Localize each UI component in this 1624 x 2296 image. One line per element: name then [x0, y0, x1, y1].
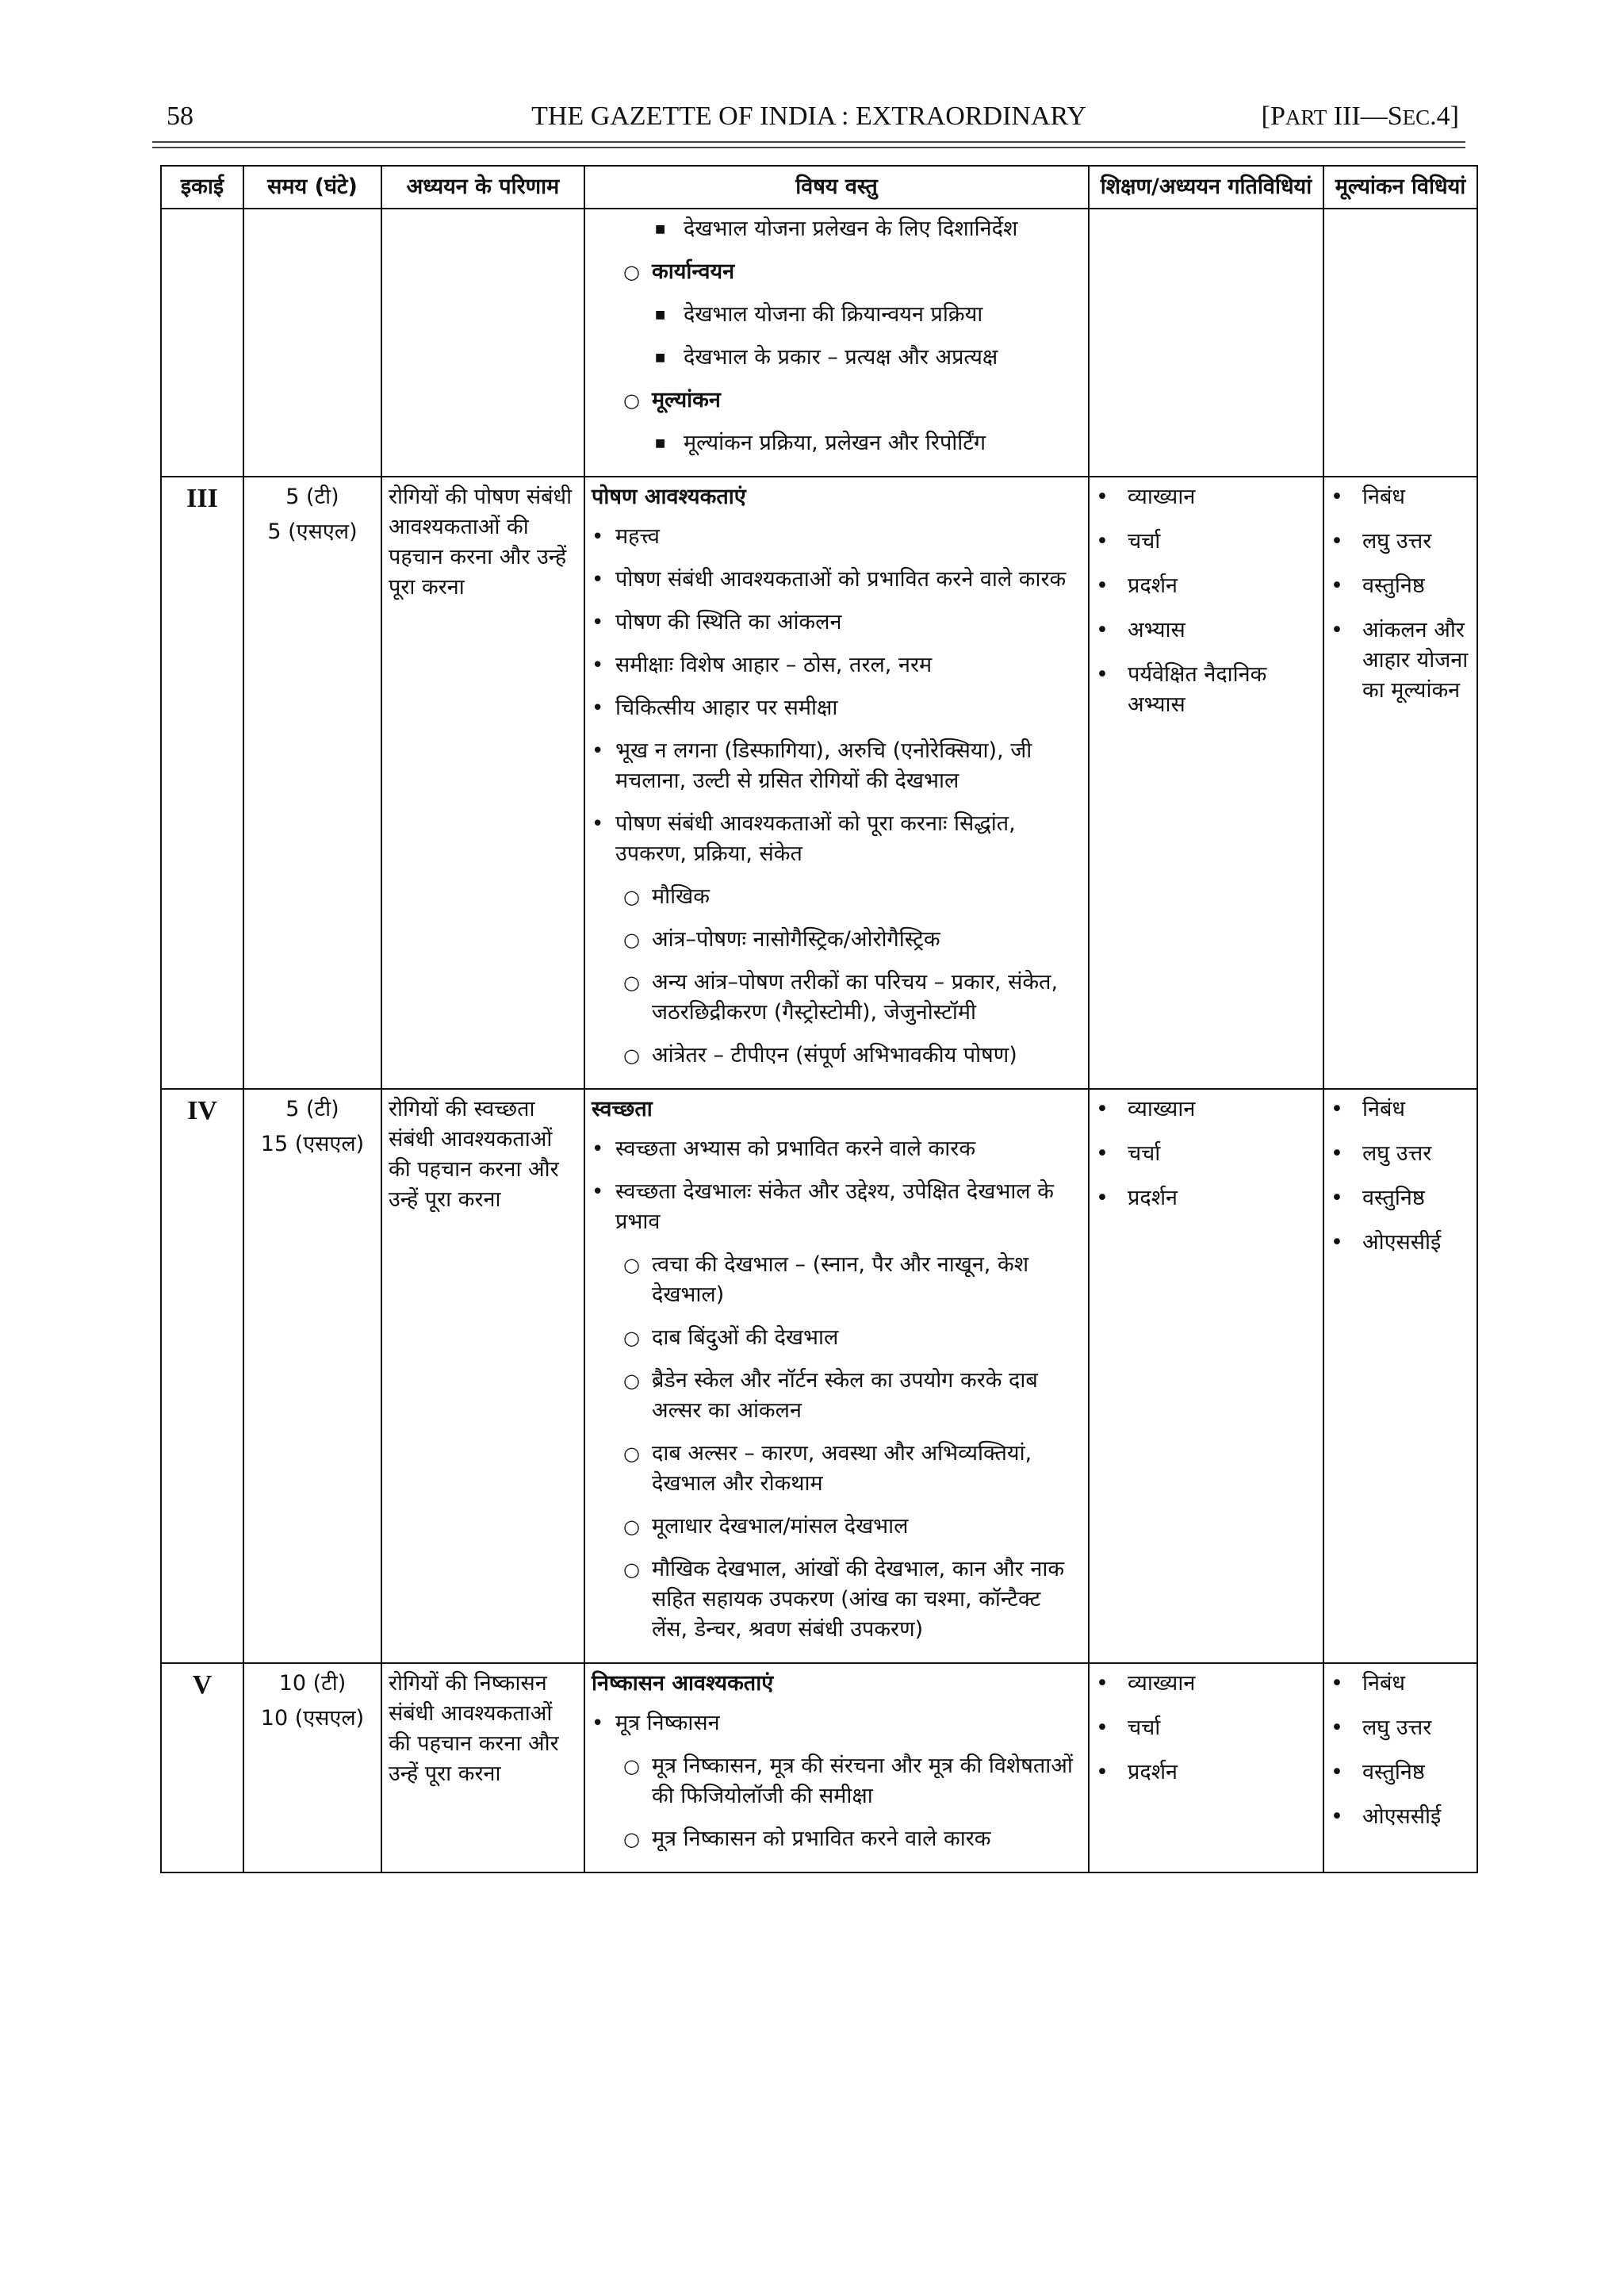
content-item: ○ मूत्र निष्कासन को प्रभावित करने वाले कारक	[623, 1824, 1082, 1854]
header-rule-bottom	[152, 147, 1465, 148]
time-skill-lab: 10 (एसएल)	[260, 1706, 365, 1731]
column-header: अध्ययन के परिणाम	[381, 166, 584, 209]
content-item: ○ मूल्यांकन	[623, 385, 1082, 416]
assessment-list-item: • वस्तुनिष्ठ	[1331, 571, 1470, 601]
table-header-row	[161, 166, 1477, 209]
activity-list	[1096, 482, 1316, 720]
content-item: ■ देखभाल योजना की क्रियान्वयन प्रक्रिया	[655, 300, 1082, 330]
content-item: • स्वच्छता अभ्यास को प्रभावित करने वाले कारक	[592, 1134, 1082, 1164]
content-item: • भूख न लगना (डिस्फागिया), अरुचि (एनोरेक्सिया), जी मचलाना, उल्टी से ग्रसित रोगियों की देखभाल	[592, 736, 1082, 796]
assessment-list	[1331, 482, 1470, 706]
content-item: ■ देखभाल योजना प्रलेखन के लिए दिशानिर्देश	[655, 214, 1082, 244]
activity-list-item: • चर्चा	[1096, 527, 1316, 557]
content-item: ○ अन्य आंत्र–पोषण तरीकों का परिचय – प्रकार, संकेत, जठरछिद्रीकरण (गैस्ट्रोस्टोमी), जेजुनोस्टॉमी	[623, 968, 1082, 1028]
assessment-list-item: • लघु उत्तर	[1331, 1139, 1470, 1169]
assessment-list-item: • ओएससीई	[1331, 1802, 1470, 1832]
content-item: • पोषण संबंधी आवश्यकताओं को प्रभावित करने वाले कारक	[592, 565, 1082, 595]
time-theory: 10 (टी)	[278, 1671, 347, 1696]
activities-cell	[1089, 1663, 1323, 1872]
outcome-cell	[381, 477, 584, 1089]
content-item: ○ दाब अल्सर – कारण, अवस्था और अभिव्यक्तियां, देखभाल और रोकथाम	[623, 1439, 1082, 1499]
unit-number: III	[186, 484, 218, 513]
unit-number: V	[192, 1670, 213, 1700]
activities-cell	[1089, 477, 1323, 1089]
column-header: समय (घंटे)	[243, 166, 381, 209]
outcome-cell	[381, 1089, 584, 1663]
table-cell	[1323, 209, 1477, 477]
assessment-list-item: • निबंध	[1331, 1669, 1470, 1699]
page-header	[159, 94, 1459, 141]
content-item: • चिकित्सीय आहार पर समीक्षा	[592, 693, 1082, 723]
table-cell	[381, 209, 584, 477]
content-list	[592, 214, 1082, 458]
time-theory: 5 (टी)	[285, 1097, 339, 1121]
content-list	[592, 522, 1082, 1071]
content-cell	[584, 1663, 1089, 1872]
content-item: • महत्त्व	[592, 522, 1082, 552]
page-number: 58	[167, 102, 193, 131]
column-header: मूल्यांकन विधियां	[1323, 166, 1477, 209]
unit-cell	[161, 1089, 243, 1663]
assessment-list-item: • निबंध	[1331, 1094, 1470, 1125]
content-item: • स्वच्छता देखभालः संकेत और उद्देश्य, उपेक्षित देखभाल के प्रभाव	[592, 1177, 1082, 1237]
assessment-list-item: • ओएससीई	[1331, 1228, 1470, 1258]
content-item: ○ मौखिक	[623, 882, 1082, 912]
assessment-list	[1331, 1094, 1470, 1258]
assessment-list-item: • लघु उत्तर	[1331, 527, 1470, 557]
learning-outcome: रोगियों की स्वच्छता संबंधी आवश्यकताओं की पहचान करना और उन्हें पूरा करना	[389, 1097, 559, 1212]
content-list	[592, 1708, 1082, 1854]
content-item: ○ मूलाधार देखभाल/मांसल देखभाल	[623, 1512, 1082, 1542]
assessment-list-item: • निबंध	[1331, 482, 1470, 512]
content-cell	[584, 477, 1089, 1089]
activity-list	[1096, 1669, 1316, 1788]
content-item: • मूत्र निष्कासन	[592, 1708, 1082, 1738]
time-skill-lab: 5 (एसएल)	[267, 519, 358, 544]
table-row	[161, 477, 1477, 1089]
content-item: ○ कार्यान्वयन	[623, 257, 1082, 287]
time-cell	[243, 477, 381, 1089]
content-item: ○ दाब बिंदुओं की देखभाल	[623, 1323, 1082, 1353]
activity-list-item: • अभ्यास	[1096, 615, 1316, 646]
part-section-label: [PART III—SEC.4]	[1261, 102, 1459, 131]
assessment-list	[1331, 1669, 1470, 1832]
content-item: • पोषण की स्थिति का आंकलन	[592, 608, 1082, 638]
table-cell	[584, 209, 1089, 477]
activity-list	[1096, 1094, 1316, 1213]
assessment-list-item: • लघु उत्तर	[1331, 1713, 1470, 1743]
table-cell	[161, 209, 243, 477]
assessment-list-item: • वस्तुनिष्ठ	[1331, 1183, 1470, 1213]
content-item: ■ देखभाल के प्रकार – प्रत्यक्ष और अप्रत्यक्ष	[655, 343, 1082, 373]
content-item: ■ मूल्यांकन प्रक्रिया, प्रलेखन और रिपोर्टिंग	[655, 428, 1082, 458]
table-cell	[1089, 209, 1323, 477]
activity-list-item: • प्रदर्शन	[1096, 1183, 1316, 1213]
outcome-cell	[381, 1663, 584, 1872]
activity-list-item: • पर्यवेक्षित नैदानिक अभ्यास	[1096, 660, 1316, 720]
activity-list-item: • व्याख्यान	[1096, 482, 1316, 512]
topic-heading: स्वच्छता	[592, 1097, 653, 1121]
header-rule-top	[152, 141, 1465, 143]
assessment-list-item: • आंकलन और आहार योजना का मूल्यांकन	[1331, 615, 1470, 706]
activity-list-item: • चर्चा	[1096, 1713, 1316, 1743]
activities-cell	[1089, 1089, 1323, 1663]
table-row	[161, 209, 1477, 477]
content-item: • समीक्षाः विशेष आहार – ठोस, तरल, नरम	[592, 650, 1082, 680]
gazette-title: THE GAZETTE OF INDIA : EXTRAORDINARY	[531, 102, 1086, 131]
topic-heading: पोषण आवश्यकताएं	[592, 485, 746, 509]
content-item: ○ ब्रैडेन स्केल और नॉर्टन स्केल का उपयोग करके दाब अल्सर का आंकलन	[623, 1366, 1082, 1426]
content-item: • पोषण संबंधी आवश्यकताओं को पूरा करनाः सिद्धांत, उपकरण, प्रक्रिया, संकेत	[592, 809, 1082, 869]
content-item: ○ आंत्रेतर – टीपीएन (संपूर्ण अभिभावकीय पोषण)	[623, 1041, 1082, 1071]
unit-cell	[161, 1663, 243, 1872]
time-cell	[243, 1663, 381, 1872]
content-item: ○ त्वचा की देखभाल – (स्नान, पैर और नाखून, केश देखभाल)	[623, 1250, 1082, 1310]
column-header: इकाई	[161, 166, 243, 209]
table-row	[161, 1089, 1477, 1663]
activity-list-item: • प्रदर्शन	[1096, 571, 1316, 601]
content-cell	[584, 1089, 1089, 1663]
content-item: ○ मूत्र निष्कासन, मूत्र की संरचना और मूत्र की विशेषताओं की फिजियोलॉजी की समीक्षा	[623, 1751, 1082, 1811]
assessment-cell	[1323, 477, 1477, 1089]
activity-list-item: • चर्चा	[1096, 1139, 1316, 1169]
unit-number: IV	[187, 1096, 217, 1125]
unit-cell	[161, 477, 243, 1089]
content-item: ○ आंत्र–पोषणः नासोगैस्ट्रिक/ओरोगैस्ट्रिक	[623, 925, 1082, 955]
content-item: ○ मौखिक देखभाल, आंखों की देखभाल, कान और नाक सहित सहायक उपकरण (आंख का चश्मा, कॉन्टैक्ट लेंस, डेन्चर, श्रवण संबंधी उपकरण)	[623, 1554, 1082, 1645]
learning-outcome: रोगियों की निष्कासन संबंधी आवश्यकताओं की पहचान करना और उन्हें पूरा करना	[389, 1671, 559, 1786]
activity-list-item: • व्याख्यान	[1096, 1669, 1316, 1699]
content-list	[592, 1134, 1082, 1645]
activity-list-item: • व्याख्यान	[1096, 1094, 1316, 1125]
activity-list-item: • प्रदर्शन	[1096, 1757, 1316, 1788]
column-header: विषय वस्तु	[584, 166, 1089, 209]
assessment-cell	[1323, 1089, 1477, 1663]
time-theory: 5 (टी)	[285, 485, 339, 509]
column-header: शिक्षण/अध्ययन गतिविधियां	[1089, 166, 1323, 209]
assessment-list-item: • वस्तुनिष्ठ	[1331, 1757, 1470, 1788]
table-cell	[243, 209, 381, 477]
topic-heading: निष्कासन आवश्यकताएं	[592, 1671, 774, 1696]
learning-outcome: रोगियों की पोषण संबंधी आवश्यकताओं की पहचान करना और उन्हें पूरा करना	[389, 485, 573, 600]
curriculum-table	[160, 165, 1478, 1873]
assessment-cell	[1323, 1663, 1477, 1872]
time-skill-lab: 15 (एसएल)	[260, 1132, 365, 1156]
table-row	[161, 1663, 1477, 1872]
time-cell	[243, 1089, 381, 1663]
